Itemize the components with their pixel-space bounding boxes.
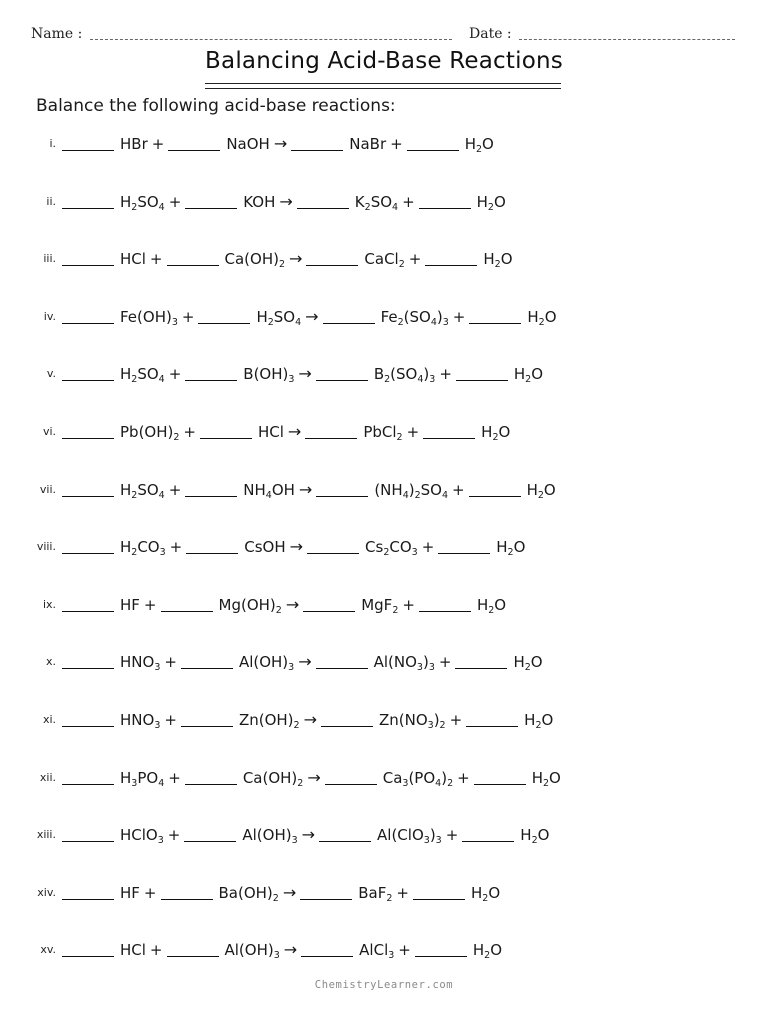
plus-sign: + xyxy=(398,941,411,960)
plus-sign: + xyxy=(457,768,470,787)
chemical-formula: $(NH_4)_2SO_4$ xyxy=(374,480,449,501)
subscript: 3 xyxy=(291,835,298,847)
subscript: 2 xyxy=(398,259,405,271)
coefficient-blank[interactable] xyxy=(316,364,368,381)
subscript: 2 xyxy=(396,432,403,443)
coefficient-blank[interactable] xyxy=(407,134,459,151)
equation-numeral: xv. xyxy=(40,943,56,957)
subscript: 4 xyxy=(158,777,165,789)
subscript: 3 xyxy=(427,720,434,731)
subscript: 3 xyxy=(429,374,436,386)
subscript: 2 xyxy=(484,950,491,962)
subscript: 2 xyxy=(131,489,138,501)
chemical-formula: HBr xyxy=(120,135,148,153)
subscript: 4 xyxy=(441,489,449,501)
subscript: 2 xyxy=(524,662,531,674)
chemical-formula: $Fe(OH)_3$ xyxy=(120,307,178,328)
plus-sign: + xyxy=(402,192,415,211)
chemical-formula: $Ca_3(PO_4)_2$ xyxy=(382,768,454,789)
coefficient-blank[interactable] xyxy=(306,249,358,266)
subscript: 2 xyxy=(492,432,499,443)
equation-body xyxy=(62,765,561,791)
equation-numeral: v. xyxy=(46,367,56,381)
subscript: 3 xyxy=(416,662,423,674)
equation-body xyxy=(62,937,502,963)
chemical-formula: $Al(OH)_3$ xyxy=(224,941,280,962)
name-label: Name : xyxy=(31,26,83,42)
plus-sign: + xyxy=(167,826,181,845)
equation-row xyxy=(0,592,768,618)
equation-numeral: xiv. xyxy=(37,885,56,899)
equation-numeral: i. xyxy=(49,137,56,150)
subscript: 3 xyxy=(428,662,435,674)
coefficient-blank[interactable] xyxy=(62,710,114,727)
chemical-formula: $H_2O$ xyxy=(476,595,507,616)
equation-row xyxy=(0,189,768,215)
subscript: 3 xyxy=(154,662,161,674)
subscript: 2 xyxy=(414,489,421,501)
plus-sign: + xyxy=(168,480,182,499)
subscript: 2 xyxy=(131,374,138,386)
equation-numeral: xiii. xyxy=(36,828,56,842)
equation-body xyxy=(62,592,506,618)
chemical-formula: $NH_4OH$ xyxy=(243,480,295,501)
chemical-formula: $B(OH)_3$ xyxy=(243,365,295,386)
plus-sign: + xyxy=(452,480,465,499)
chemical-formula: HCl xyxy=(120,250,146,269)
subscript: 2 xyxy=(131,201,138,213)
chemical-formula: $H_3PO_4$ xyxy=(120,768,165,789)
coefficient-blank[interactable] xyxy=(62,883,114,900)
reaction-arrow: → xyxy=(282,882,297,902)
coefficient-blank[interactable] xyxy=(425,249,477,266)
chemical-formula: HF xyxy=(120,883,140,902)
coefficient-blank[interactable] xyxy=(186,537,238,554)
instructions: Balance the following acid-base reactions: xyxy=(36,96,396,116)
equation-numeral: iv. xyxy=(43,309,56,323)
coefficient-blank[interactable] xyxy=(62,422,114,439)
chemical-formula: KOH xyxy=(243,192,276,211)
subscript: 4 xyxy=(295,316,302,328)
subscript: 2 xyxy=(482,892,489,904)
page-title: Balancing Acid-Base Reactions xyxy=(205,48,563,74)
chemical-formula: $H_2O$ xyxy=(527,307,557,328)
coefficient-blank[interactable] xyxy=(161,883,213,900)
chemical-formula: $Mg(OH)_2$ xyxy=(218,595,282,616)
equation-body xyxy=(62,880,500,906)
chemical-formula: $HNO_3$ xyxy=(120,711,161,731)
date-label: Date : xyxy=(469,26,512,42)
coefficient-blank[interactable] xyxy=(301,940,353,957)
chemical-formula: BaF$_2$ xyxy=(358,883,393,904)
plus-sign: + xyxy=(143,883,157,902)
subscript: 2 xyxy=(488,604,495,616)
equation-row xyxy=(0,477,768,503)
equation-row xyxy=(0,649,768,675)
reaction-arrow: → xyxy=(307,767,321,787)
reaction-arrow: → xyxy=(289,537,304,557)
coefficient-blank[interactable] xyxy=(305,422,357,439)
reaction-arrow: → xyxy=(305,306,319,326)
equation-body xyxy=(62,246,513,272)
subscript: 2 xyxy=(531,835,538,847)
subscript: 2 xyxy=(542,777,550,789)
reaction-arrow: → xyxy=(303,710,317,729)
equation-row xyxy=(0,361,768,387)
coefficient-blank[interactable] xyxy=(62,825,114,842)
coefficient-blank[interactable] xyxy=(62,249,114,266)
equation-numeral: viii. xyxy=(36,540,56,554)
subscript: 4 xyxy=(417,374,424,386)
subscript: 4 xyxy=(435,777,442,789)
date-field-line[interactable] xyxy=(519,39,735,40)
subscript: 2 xyxy=(475,144,483,155)
coefficient-blank[interactable] xyxy=(456,364,508,381)
chemical-formula: $H_2O$ xyxy=(531,768,561,789)
plus-sign: + xyxy=(408,250,422,269)
coefficient-blank[interactable] xyxy=(466,710,518,727)
subscript: 3 xyxy=(159,547,166,559)
chemical-formula: $Ca(OH)_2$ xyxy=(242,768,304,789)
plus-sign: + xyxy=(164,711,177,729)
subscript: 2 xyxy=(494,259,501,271)
chemical-formula: CaCl$_2$ xyxy=(364,250,405,271)
chemical-formula: $Pb(OH)_2$ xyxy=(120,423,180,443)
chemical-formula: $HNO_3$ xyxy=(120,653,161,674)
chemical-formula: NaOH xyxy=(226,135,270,153)
equation-body xyxy=(62,304,557,330)
coefficient-blank[interactable] xyxy=(185,364,237,381)
coefficient-blank[interactable] xyxy=(62,768,114,785)
coefficient-blank[interactable] xyxy=(185,480,237,497)
equation-row xyxy=(0,246,768,272)
chemical-formula: $Ba(OH)_2$ xyxy=(218,883,279,904)
coefficient-blank[interactable] xyxy=(200,422,252,439)
plus-sign: + xyxy=(390,135,403,153)
coefficient-blank[interactable] xyxy=(184,825,236,842)
subscript: 2 xyxy=(439,720,446,731)
equation-body xyxy=(62,361,543,387)
plus-sign: + xyxy=(143,595,157,614)
equation-row xyxy=(0,822,768,848)
chemical-formula: $H_2O$ xyxy=(472,941,503,962)
chemical-formula: $B_2(SO_4)_3$ xyxy=(373,365,436,386)
coefficient-blank[interactable] xyxy=(469,307,521,324)
chemical-formula: $H_2O$ xyxy=(513,365,544,386)
subscript: 2 xyxy=(131,547,138,559)
subscript: 2 xyxy=(267,316,274,328)
chemical-formula: $H_2O$ xyxy=(464,135,494,155)
subscript: 2 xyxy=(383,547,390,559)
chemical-formula: $Fe_2(SO_4)_3$ xyxy=(380,307,449,328)
plus-sign: + xyxy=(396,883,409,902)
subscript: 2 xyxy=(537,489,544,501)
equation-row xyxy=(0,419,768,445)
chemical-formula: $H_2SO_4$ xyxy=(256,307,302,328)
coefficient-blank[interactable] xyxy=(423,422,475,439)
coefficient-blank[interactable] xyxy=(419,595,471,612)
footer-brand: ChemistryLearner.com xyxy=(314,979,454,991)
equation-row xyxy=(0,937,768,963)
equation-numeral: xii. xyxy=(39,770,56,784)
coefficient-blank[interactable] xyxy=(62,595,114,612)
chemical-formula: $Al(ClO_3)_3$ xyxy=(377,826,442,847)
chemical-formula: MgF$_2$ xyxy=(361,595,399,616)
subscript: 2 xyxy=(272,892,279,904)
equation-numeral: ii. xyxy=(46,194,56,208)
chemical-formula: $Ca(OH)_2$ xyxy=(224,250,286,271)
equation-body xyxy=(62,189,506,215)
plus-sign: + xyxy=(164,653,177,672)
name-date-row xyxy=(0,26,768,46)
subscript: 3 xyxy=(411,547,418,559)
chemical-formula: $H_2O$ xyxy=(470,883,501,904)
coefficient-blank[interactable] xyxy=(316,652,368,669)
reaction-arrow: → xyxy=(285,594,300,614)
subscript: 3 xyxy=(157,835,164,847)
coefficient-blank[interactable] xyxy=(415,940,467,957)
chemical-formula: $H_2O$ xyxy=(476,192,506,213)
equation-body xyxy=(62,419,510,445)
coefficient-blank[interactable] xyxy=(62,652,114,669)
coefficient-blank[interactable] xyxy=(185,192,237,209)
equation-body xyxy=(62,477,556,503)
subscript: 3 xyxy=(288,374,295,386)
coefficient-blank[interactable] xyxy=(185,768,237,785)
subscript: 2 xyxy=(487,201,494,213)
coefficient-blank[interactable] xyxy=(455,652,507,669)
subscript: 2 xyxy=(507,547,514,559)
coefficient-blank[interactable] xyxy=(419,192,471,209)
subscript: 2 xyxy=(364,201,371,213)
chemical-formula: PbCl$_2$ xyxy=(363,423,403,443)
chemical-formula: $Zn(OH)_2$ xyxy=(238,711,300,731)
equation-row xyxy=(0,131,768,157)
subscript: 2 xyxy=(397,316,404,328)
chemical-formula: $H_2O$ xyxy=(481,423,511,443)
subscript: 2 xyxy=(384,374,391,386)
subscript: 2 xyxy=(173,432,180,443)
subscript: 2 xyxy=(297,777,304,789)
subscript: 2 xyxy=(278,259,286,271)
coefficient-blank[interactable] xyxy=(413,883,465,900)
reaction-arrow: → xyxy=(301,825,316,845)
reaction-arrow: → xyxy=(298,479,313,499)
chemical-formula: $H_2SO_4$ xyxy=(120,365,165,386)
equation-body xyxy=(62,822,549,848)
subscript: 3 xyxy=(435,835,442,847)
subscript: 2 xyxy=(447,777,454,789)
coefficient-blank[interactable] xyxy=(198,307,250,324)
subscript: 4 xyxy=(158,374,165,386)
plus-sign: + xyxy=(452,307,466,326)
chemical-formula: HF xyxy=(120,595,140,614)
subscript: 4 xyxy=(430,316,437,328)
plus-sign: + xyxy=(149,941,163,960)
plus-sign: + xyxy=(168,365,182,384)
subscript: 4 xyxy=(265,489,272,501)
plus-sign: + xyxy=(439,365,452,384)
reaction-arrow: → xyxy=(287,422,302,441)
chemical-formula: $H_2O$ xyxy=(520,826,550,847)
plus-sign: + xyxy=(406,423,420,441)
subscript: 2 xyxy=(293,720,300,731)
subscript: 4 xyxy=(402,489,409,501)
name-field-line[interactable] xyxy=(90,39,452,40)
chemical-formula: NaBr xyxy=(349,135,387,153)
subscript: 2 xyxy=(535,720,542,731)
plus-sign: + xyxy=(402,595,415,614)
plus-sign: + xyxy=(181,307,195,326)
chemical-formula: $H_2SO_4$ xyxy=(120,192,165,213)
plus-sign: + xyxy=(169,538,183,557)
chemical-formula: $H_2O$ xyxy=(526,480,556,501)
chemical-formula: $H_2O$ xyxy=(496,538,526,559)
chemical-formula: $H_2O$ xyxy=(524,711,554,731)
subscript: 2 xyxy=(538,316,545,328)
subscript: 3 xyxy=(423,835,430,847)
equation-numeral: iii. xyxy=(43,252,56,266)
plus-sign: + xyxy=(151,135,165,153)
coefficient-blank[interactable] xyxy=(325,768,377,785)
subscript: 4 xyxy=(392,201,399,213)
coefficient-blank[interactable] xyxy=(62,480,114,497)
equation-body xyxy=(62,707,553,733)
coefficient-blank[interactable] xyxy=(319,825,371,842)
plus-sign: + xyxy=(438,653,452,672)
reaction-arrow: → xyxy=(273,134,288,153)
coefficient-blank[interactable] xyxy=(62,307,114,324)
coefficient-blank[interactable] xyxy=(303,595,355,612)
equation-row xyxy=(0,707,768,733)
chemical-formula: $H_2SO_4$ xyxy=(120,480,165,501)
reaction-arrow: → xyxy=(279,191,293,211)
coefficient-blank[interactable] xyxy=(307,537,359,554)
plus-sign: + xyxy=(449,711,463,729)
subscript: 3 xyxy=(154,720,161,731)
chemical-formula: $H_2O$ xyxy=(513,653,543,674)
subscript: 3 xyxy=(288,662,295,674)
chemical-formula: AlCl$_3$ xyxy=(359,941,395,962)
chemical-formula: $H_2O$ xyxy=(483,250,513,271)
chemical-formula: $H_2CO_3$ xyxy=(120,538,166,559)
equation-numeral: vi. xyxy=(42,425,56,438)
chemical-formula: $Al(OH)_3$ xyxy=(242,826,298,847)
chemical-formula: $K_2SO_4$ xyxy=(354,192,399,213)
chemical-formula: HCl xyxy=(257,423,284,441)
coefficient-blank[interactable] xyxy=(474,768,526,785)
title-underline-bottom xyxy=(205,88,561,89)
equation-row xyxy=(0,765,768,791)
subscript: 3 xyxy=(388,950,395,962)
reaction-arrow: → xyxy=(283,940,298,960)
coefficient-blank[interactable] xyxy=(62,940,114,957)
chemical-formula: $Al(OH)_3$ xyxy=(238,653,295,674)
subscript: 2 xyxy=(275,604,282,616)
title-underline-top xyxy=(205,83,561,84)
subscript: 3 xyxy=(171,316,178,328)
equation-row xyxy=(0,534,768,560)
reaction-arrow: → xyxy=(298,652,312,672)
coefficient-blank[interactable] xyxy=(168,134,220,151)
plus-sign: + xyxy=(168,768,181,787)
equation-numeral: vii. xyxy=(39,482,56,496)
subscript: 4 xyxy=(158,201,165,213)
chemical-formula: HCl xyxy=(120,941,146,960)
coefficient-blank[interactable] xyxy=(62,537,114,554)
coefficient-blank[interactable] xyxy=(462,825,514,842)
chemical-formula: $Zn(NO_3)_2$ xyxy=(378,711,446,731)
plus-sign: + xyxy=(445,826,459,845)
plus-sign: + xyxy=(168,192,182,211)
coefficient-blank[interactable] xyxy=(62,192,114,209)
coefficient-blank[interactable] xyxy=(181,710,233,727)
subscript: 2 xyxy=(525,374,532,386)
coefficient-blank[interactable] xyxy=(316,480,368,497)
coefficient-blank[interactable] xyxy=(62,364,114,381)
coefficient-blank[interactable] xyxy=(167,940,219,957)
equation-row xyxy=(0,304,768,330)
subscript: 3 xyxy=(442,316,449,328)
chemical-formula: HClO$_3$ xyxy=(120,826,164,847)
coefficient-blank[interactable] xyxy=(297,192,349,209)
coefficient-blank[interactable] xyxy=(161,595,213,612)
equation-numeral: ix. xyxy=(42,597,56,611)
subscript: 3 xyxy=(131,777,138,789)
coefficient-blank[interactable] xyxy=(181,652,233,669)
equation-numeral: x. xyxy=(45,655,56,669)
coefficient-blank[interactable] xyxy=(323,307,375,324)
plus-sign: + xyxy=(421,538,435,557)
reaction-arrow: → xyxy=(298,364,312,384)
reaction-arrow: → xyxy=(289,249,303,269)
equation-numeral: xi. xyxy=(42,713,56,726)
equation-body xyxy=(62,131,494,157)
subscript: 2 xyxy=(392,604,399,616)
equation-body xyxy=(62,534,525,560)
subscript: 3 xyxy=(402,777,409,789)
equation-body xyxy=(62,649,543,675)
subscript: 2 xyxy=(386,892,393,904)
coefficient-blank[interactable] xyxy=(300,883,352,900)
chemical-formula: $Cs_2CO_3$ xyxy=(365,538,418,559)
coefficient-blank[interactable] xyxy=(167,249,219,266)
coefficient-blank[interactable] xyxy=(469,480,521,497)
plus-sign: + xyxy=(183,423,196,441)
equation-row xyxy=(0,880,768,906)
subscript: 3 xyxy=(273,950,280,962)
plus-sign: + xyxy=(149,250,163,269)
coefficient-blank[interactable] xyxy=(438,537,490,554)
chemical-formula: CsOH xyxy=(244,538,286,557)
coefficient-blank[interactable] xyxy=(62,134,114,151)
coefficient-blank[interactable] xyxy=(321,710,373,727)
chemical-formula: $Al(NO_3)_3$ xyxy=(373,653,435,674)
subscript: 4 xyxy=(158,489,165,501)
coefficient-blank[interactable] xyxy=(291,134,343,151)
